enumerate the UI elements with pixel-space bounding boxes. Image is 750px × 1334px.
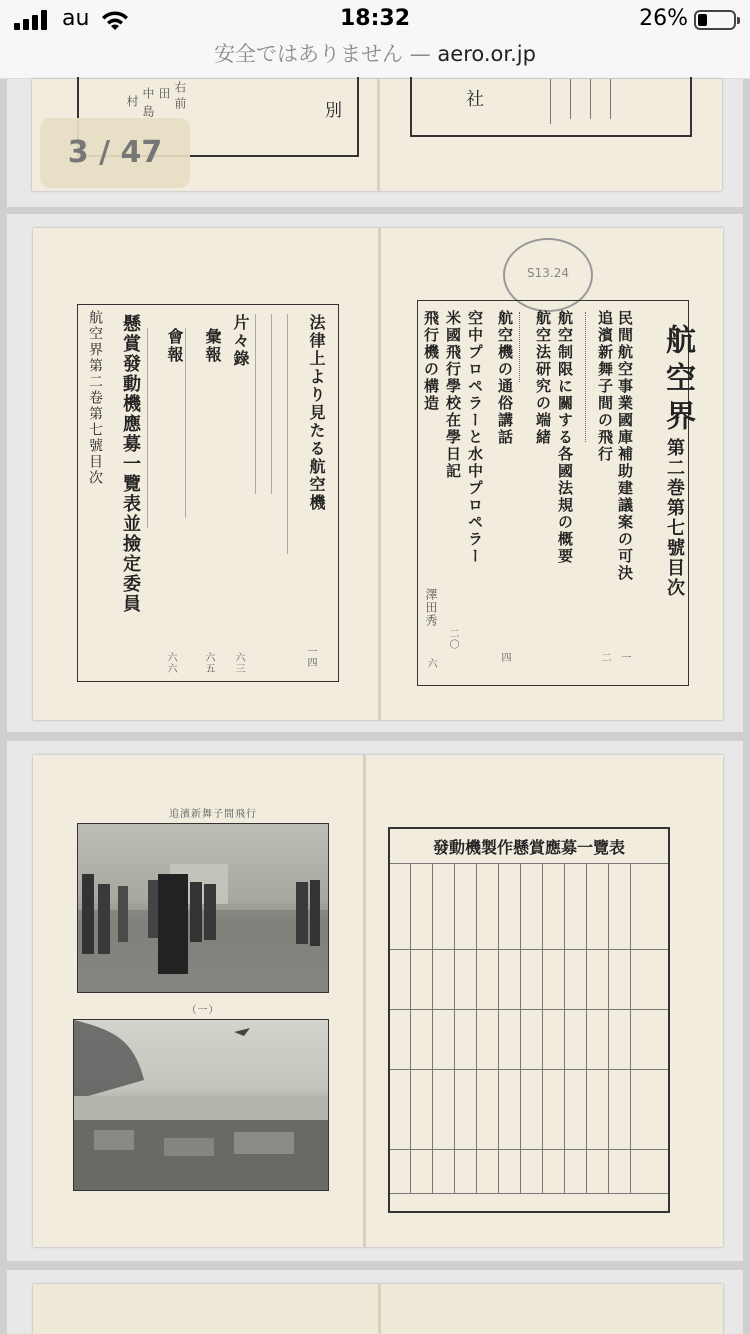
toc-left-entry-3: 彙報	[203, 328, 222, 364]
table-footer-rule	[390, 1193, 668, 1194]
toc-left-page: 六五	[203, 652, 214, 674]
left-page	[33, 228, 378, 720]
toc-left-entry-4: 會報	[165, 328, 184, 364]
toc-left-subentry	[147, 328, 148, 528]
url-separator: —	[403, 42, 438, 66]
toc-left-subentry	[287, 314, 288, 554]
fragment-label: 社	[463, 89, 484, 109]
page-indicator: 3 / 47	[40, 118, 190, 188]
table-col-rule	[432, 863, 433, 1193]
toc-entry-4: 航空法研究の端緒	[534, 310, 552, 446]
content-frame	[410, 77, 692, 137]
fragment-text: 島	[141, 105, 155, 118]
photo-page-caption: 追濱新舞子間飛行	[169, 809, 257, 820]
security-warning: 安全ではありません	[214, 42, 404, 66]
table-col-rule	[520, 863, 521, 1193]
table-title: 發動機製作懸賞應募一覽表	[432, 838, 625, 857]
photo-harbor-town	[73, 1019, 329, 1191]
toc-left-page: 一四	[305, 646, 316, 668]
stamp-text: S13.24	[527, 266, 569, 280]
toc-page: 四	[499, 652, 510, 663]
right-page	[381, 228, 723, 720]
photo1-caption: （一）	[186, 1005, 220, 1016]
table-col-rule	[608, 863, 609, 1193]
fragment-text: 右	[173, 81, 187, 94]
status-bar	[0, 0, 750, 40]
battery-percent: 26%	[639, 6, 688, 31]
toc-page: 六	[425, 658, 436, 669]
toc-entry-8: 飛行機の構造	[422, 310, 440, 412]
toc-entry-1: 民間航空事業國庫補助建議案の可決	[616, 310, 634, 582]
table-col-rule	[476, 863, 477, 1193]
toc-left-page: 六六	[165, 652, 176, 674]
book-spread-5	[33, 1284, 723, 1334]
address-bar[interactable]	[0, 40, 750, 79]
right-page	[366, 755, 723, 1247]
table-col-rule	[498, 863, 499, 1193]
carrier-name: au	[62, 6, 90, 31]
gutter	[378, 1284, 381, 1334]
text-line	[590, 79, 591, 119]
page-panel-3[interactable]	[7, 214, 743, 732]
table-col-rule	[542, 863, 543, 1193]
fragment-text: 中	[141, 87, 155, 100]
photo-seaplane-beach	[77, 823, 329, 993]
table-col-rule	[454, 863, 455, 1193]
toc-page: 二〇	[447, 628, 458, 650]
toc-entry-7: 米國飛行學校在學日記	[444, 310, 462, 480]
toc-left-subentry	[255, 314, 256, 494]
battery-icon	[694, 10, 736, 30]
toc-page: 二	[599, 652, 610, 663]
right-page	[380, 79, 722, 191]
toc-left-page: 六三	[233, 652, 244, 674]
table-col-rule	[410, 863, 411, 1193]
text-line	[550, 79, 551, 124]
photo-harbor-shapes	[74, 1020, 328, 1190]
text-line	[610, 79, 611, 119]
toc-left-entry-1: 法律上より見たる航空機	[307, 314, 326, 512]
toc-subentry-line	[519, 312, 520, 382]
entry-table	[388, 827, 670, 1213]
toc-left-subentry	[271, 314, 272, 494]
fragment-text: 田	[157, 87, 171, 100]
fragment-text: 村	[125, 95, 139, 108]
toc-entry-2: 追濱新舞子間の飛行	[596, 310, 614, 463]
fragment-text: 別	[321, 101, 341, 120]
text-line	[570, 79, 571, 119]
toc-page: 一	[619, 652, 630, 663]
left-page	[33, 755, 363, 1247]
photo-figures	[78, 824, 328, 992]
toc-entry-5: 航空機の通俗講話	[496, 310, 514, 446]
fragment-text: 前	[173, 97, 187, 110]
magazine-title: 航空界	[660, 324, 695, 438]
toc-left-entry-2: 片々錄	[231, 314, 250, 368]
toc-left-footer: 航空界第二卷第七號目次	[87, 310, 103, 486]
toc-subentry-line	[585, 312, 586, 442]
toc-entry-6: 空中プロペラーと水中プロペラー	[466, 310, 484, 565]
book-spread-4	[33, 755, 723, 1247]
toc-author: 澤田秀	[424, 588, 438, 627]
toc-left-entry-5: 懸賞發動機應募一覽表並撿定委員	[120, 314, 141, 614]
book-spread-3	[33, 228, 723, 720]
page-panel-5[interactable]	[7, 1270, 743, 1334]
issue-heading: 第二巻第七號目次	[664, 438, 685, 598]
table-col-rule	[630, 863, 631, 1193]
url-host: aero.or.jp	[437, 42, 536, 66]
table-col-rule	[586, 863, 587, 1193]
toc-entry-3: 航空制限に關する各國法規の概要	[556, 310, 574, 565]
clock: 18:32	[339, 6, 411, 31]
page-panel-4[interactable]	[7, 741, 743, 1261]
table-col-rule	[564, 863, 565, 1193]
